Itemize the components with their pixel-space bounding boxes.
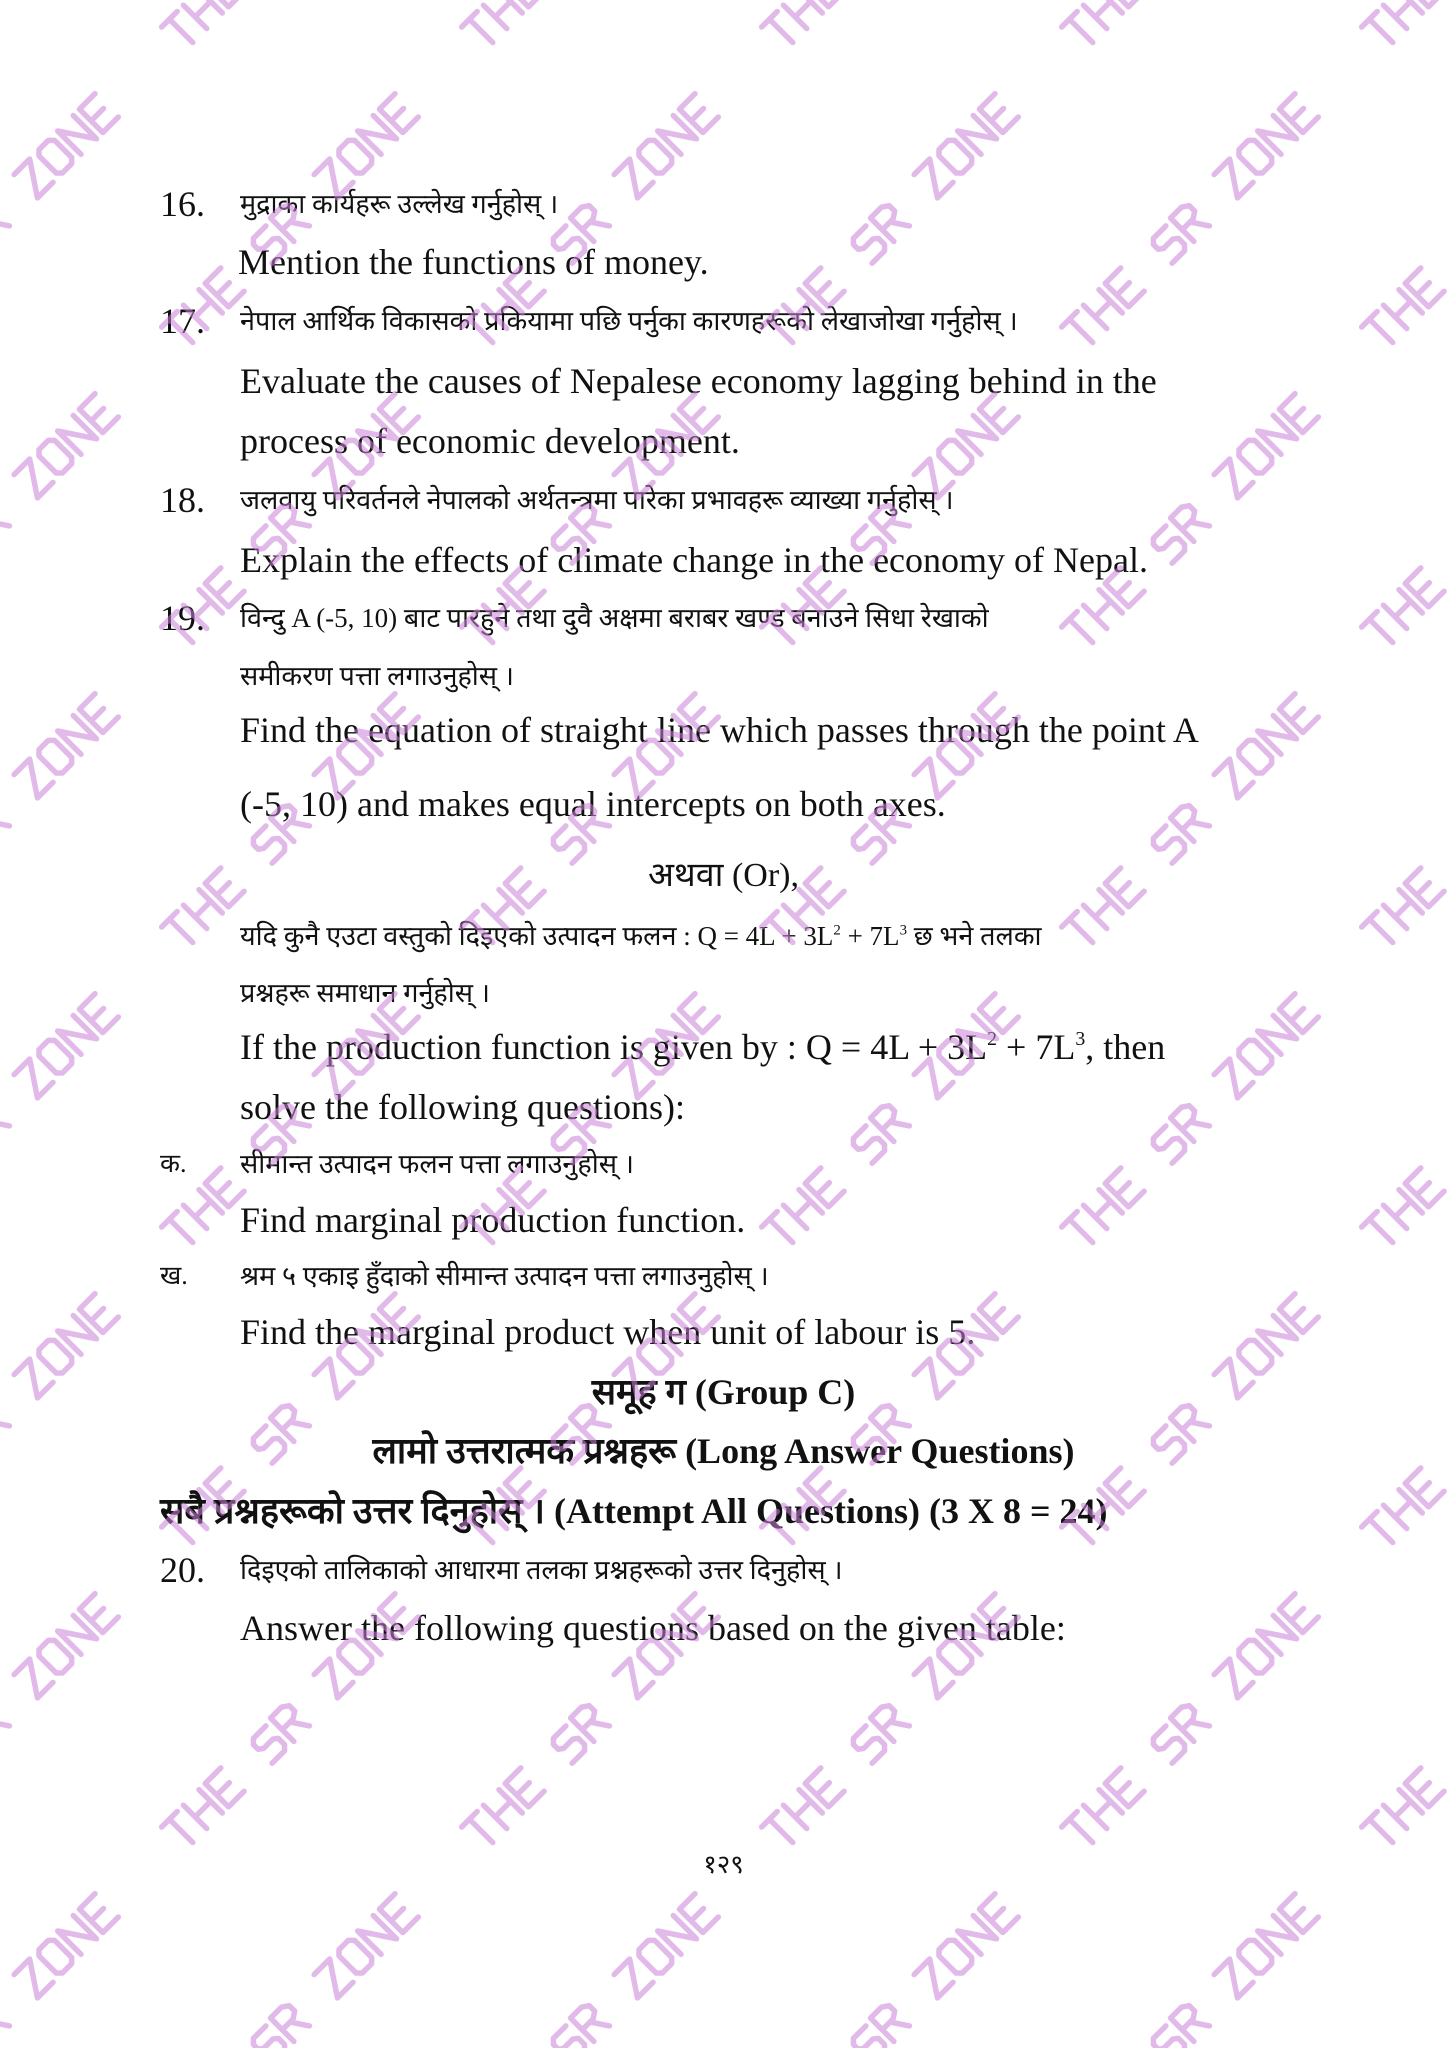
- watermark-logo: [1062, 0, 1319, 50]
- watermark-lettering: [1362, 994, 1447, 1251]
- watermark-lettering: [1362, 1294, 1447, 1551]
- watermark-lettering: [0, 1594, 118, 1851]
- watermark-lettering: [0, 994, 118, 1251]
- watermark-logo: [1362, 994, 1447, 1251]
- question-19-nepali-line1: विन्दु A (-5, 10) बाट पारहुने तथा दुवै अक्षमा बराबर खण्ड बनाउने सिधा रेखाको: [240, 603, 989, 633]
- watermark-logo: [1062, 1894, 1319, 2048]
- text: यदि कुनै एउटा वस्तुको दिइएको उत्पादन फलन : Q = 4L + 3L: [240, 921, 834, 951]
- watermark-logo: [462, 0, 719, 50]
- watermark-lettering: [0, 94, 118, 351]
- question-16-english: Mention the functions of money.: [238, 242, 709, 282]
- watermark-logo: [0, 0, 118, 50]
- text: , then: [1085, 1027, 1166, 1067]
- watermark-logo: [1062, 1594, 1319, 1851]
- exponent: 3: [1075, 1028, 1086, 1051]
- watermark-lettering: [1362, 1894, 1447, 2048]
- watermark-lettering: [162, 0, 419, 50]
- text: + 7L: [840, 921, 900, 951]
- watermark-logo: [0, 1294, 118, 1551]
- watermark-logo: [1362, 394, 1447, 651]
- watermark-lettering: [1362, 94, 1447, 351]
- watermark-logo: [1062, 94, 1319, 351]
- watermark-lettering: [0, 694, 118, 951]
- watermark-lettering: [1362, 694, 1447, 951]
- watermark-logo: [762, 1894, 1019, 2048]
- watermark-logo: [462, 1894, 719, 2048]
- question-number: 19.: [160, 598, 205, 638]
- question-19-nepali-line2: समीकरण पत्ता लगाउनुहोस् ।: [240, 661, 515, 691]
- question-18-english: Explain the effects of climate change in the economy of Nepal.: [240, 540, 1148, 580]
- watermark-logo: [0, 994, 118, 1251]
- question-number: 16.: [160, 184, 205, 224]
- watermark-lettering: [462, 1894, 719, 2048]
- sub-question-label: क.: [160, 1149, 187, 1178]
- watermark-lettering: [1362, 0, 1447, 50]
- watermark-logo: [1062, 394, 1319, 651]
- sub-question-a-nepali: सीमान्त उत्पादन फलन पत्ता लगाउनुहोस् ।: [240, 1149, 634, 1179]
- watermark-logo: [1362, 694, 1447, 951]
- watermark-logo: [1362, 0, 1447, 50]
- watermark-logo: [0, 694, 118, 951]
- watermark-logo: [0, 394, 118, 651]
- question-20-english: Answer the following questions based on the given table:: [240, 1608, 1066, 1648]
- text: If the production function is given by : Q = 4L + 3L: [240, 1027, 988, 1067]
- watermark-logo: [1362, 1894, 1447, 2048]
- exponent: 2: [987, 1028, 998, 1051]
- sub-question-b-nepali: श्रम ५ एकाइ हुँदाको सीमान्त उत्पादन पत्ता लगाउनुहोस् ।: [240, 1261, 769, 1291]
- question-number: 20.: [160, 1550, 205, 1590]
- question-19-alt-nepali-line2: प्रश्नहरू समाधान गर्नुहोस् ।: [240, 978, 490, 1008]
- watermark-lettering: [762, 0, 1019, 50]
- watermark-lettering: [0, 1894, 118, 2048]
- watermark-lettering: [1062, 1594, 1319, 1851]
- page-number: १२९: [703, 1850, 744, 1879]
- watermark-logo: [1362, 1594, 1447, 1851]
- question-20-nepali: दिइएको तालिकाको आधारमा तलका प्रश्नहरूको उत्तर दिनुहोस् ।: [240, 1555, 843, 1585]
- watermark-logo: [0, 1594, 118, 1851]
- watermark-lettering: [1062, 394, 1319, 651]
- watermark-lettering: [1362, 394, 1447, 651]
- sub-question-label: ख.: [160, 1261, 188, 1290]
- question-18-nepali: जलवायु परिवर्तनले नेपालको अर्थतन्त्रमा पारेका प्रभावहरू व्याख्या गर्नुहोस् ।: [240, 485, 954, 515]
- group-c-subheading: लामो उत्तरात्मक प्रश्नहरू (Long Answer Questions): [372, 1431, 1075, 1471]
- question-17-nepali: नेपाल आर्थिक विकासको प्रकियामा पछि पर्नुका कारणहरूको लेखाजोखा गर्नुहोस् ।: [240, 306, 1018, 336]
- watermark-logo: [1362, 1294, 1447, 1551]
- watermark-logo: [162, 0, 419, 50]
- watermark-lettering: [1362, 1594, 1447, 1851]
- watermark-lettering: [0, 394, 118, 651]
- watermark-logo: [162, 1894, 419, 2048]
- sub-question-a-english: Find marginal production function.: [240, 1200, 746, 1240]
- question-19-english-line1: Find the equation of straight line which passes through the point A: [240, 710, 1199, 750]
- exponent: 3: [899, 922, 907, 939]
- or-separator: अथवा (Or),: [648, 857, 799, 894]
- text: छ भने तलका: [906, 921, 1042, 951]
- question-17-english-line1: Evaluate the causes of Nepalese economy lagging behind in the: [240, 361, 1157, 401]
- watermark-logo: [0, 1894, 118, 2048]
- exponent: 2: [833, 922, 841, 939]
- watermark-lettering: [1062, 0, 1319, 50]
- question-19-alt-nepali-line1: [240, 914, 1042, 958]
- watermark-lettering: [1062, 1894, 1319, 2048]
- watermark-lettering: [762, 1894, 1019, 2048]
- group-c-instruction: सबै प्रश्नहरूको उत्तर दिनुहोस् । (Attempt All Questions) (3 X 8 = 24): [160, 1491, 1108, 1531]
- question-19-english-line2: (-5, 10) and makes equal intercepts on both axes.: [240, 784, 946, 824]
- watermark-logo: [1362, 94, 1447, 351]
- watermark-logo: [0, 94, 118, 351]
- question-19-alt-english-line2: solve the following questions):: [240, 1087, 685, 1127]
- watermark-lettering: [1062, 94, 1319, 351]
- question-16-nepali: मुद्राका कार्यहरू उल्लेख गर्नुहोस् ।: [240, 189, 559, 219]
- watermark-lettering: [162, 1894, 419, 2048]
- question-19-alt-english-line1: [240, 1025, 1165, 1069]
- watermark-lettering: [0, 1294, 118, 1551]
- question-number: 17.: [160, 301, 205, 341]
- text: + 7L: [997, 1027, 1076, 1067]
- watermark-logo: [762, 0, 1019, 50]
- watermark-lettering: [0, 0, 118, 50]
- group-c-heading: समूह ग (Group C): [591, 1372, 856, 1412]
- question-number: 18.: [160, 480, 205, 520]
- question-17-english-line2: process of economic development.: [240, 421, 740, 461]
- sub-question-b-english: Find the marginal product when unit of labour is 5.: [240, 1312, 976, 1352]
- watermark-lettering: [462, 0, 719, 50]
